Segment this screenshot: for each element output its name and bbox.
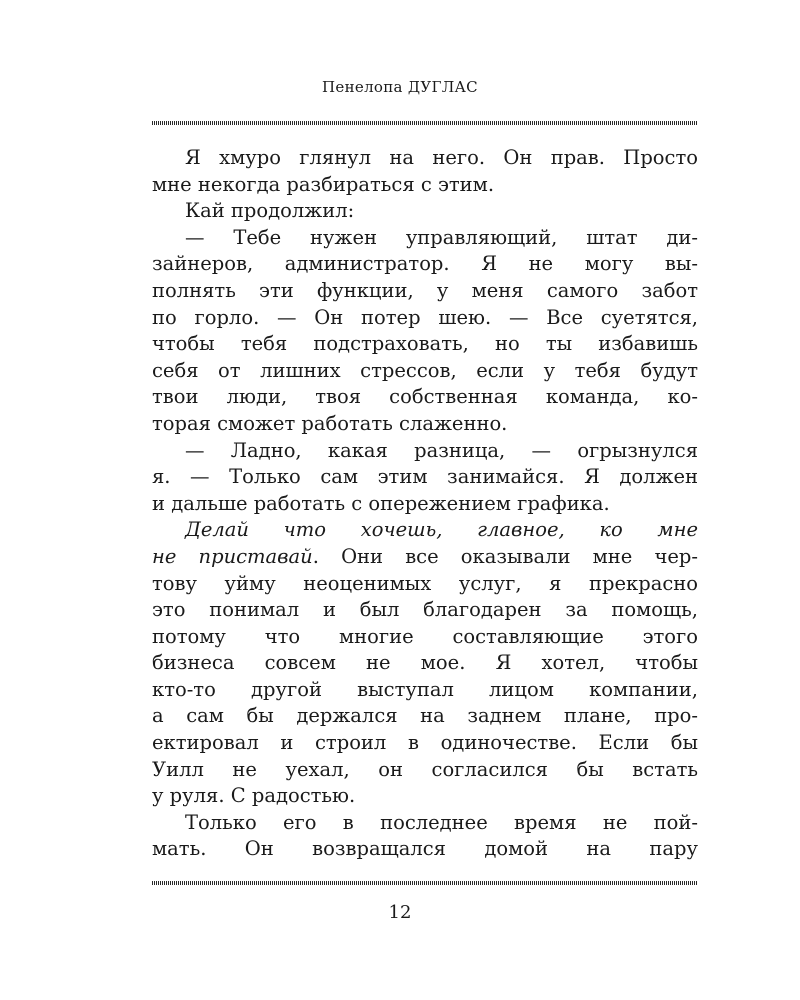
text-line: торая сможет работать слаженно. — [152, 411, 508, 435]
header-rule — [152, 121, 698, 125]
text-line: бизнеса совсем не мое. Я хотел, чтобы — [152, 651, 698, 675]
running-head: Пенелопа ДУГЛАС — [322, 78, 478, 96]
lines-after — [152, 571, 698, 864]
text-line: — Тебе нужен управляющий, штат ди- — [185, 225, 698, 249]
text-line: кто-то другой выступал лицом компании, — [152, 677, 698, 701]
italic-text: не приставай — [152, 544, 313, 568]
text-fragment: . Они все оказывали мне чер- — [312, 544, 698, 568]
italic-text: Делай что хочешь, главное, ко мне — [185, 518, 698, 542]
text-line: полнять эти функции, у меня самого забот — [152, 278, 698, 302]
lines-before — [152, 145, 698, 517]
text-line: и дальше работать с опережением графика. — [152, 491, 610, 515]
text-line: у руля. С радостью. — [152, 784, 356, 808]
text-line: твои люди, твоя собственная команда, ко- — [152, 385, 698, 409]
text-line: а сам бы держался на заднем плане, про- — [152, 704, 698, 728]
text-line: — Ладно, какая разница, — огрызнулся — [185, 438, 698, 462]
text-line — [152, 517, 698, 544]
text-line: Уилл не уехал, он согласился бы встать — [152, 757, 698, 781]
footer-rule — [152, 881, 698, 885]
text-line: чтобы тебя подстраховать, но ты избавишь — [152, 332, 698, 356]
text-line: тову уйму неоценимых услуг, я прекрасно — [152, 571, 698, 595]
text-line: Только его в последнее время не пой- — [185, 810, 698, 834]
text-line: мне некогда разбираться с этим. — [152, 172, 495, 196]
text-line: я. — Только сам этим занимайся. Я должен — [152, 465, 698, 489]
text-line: Я хмуро глянул на него. Он прав. Просто — [185, 146, 698, 169]
text-line: себя от лишних стрессов, если у тебя будут — [152, 358, 698, 382]
text-line: ектировал и строил в одиночестве. Если бы — [152, 731, 698, 755]
text-line: Кай продолжил: — [185, 199, 355, 223]
body-text — [152, 145, 698, 863]
page-number: 12 — [388, 902, 412, 923]
text-line: это понимал и был благодарен за помощь, — [152, 598, 698, 622]
text-line: мать. Он возвращался домой на пару — [152, 837, 698, 861]
text-line: потому что многие составляющие этого — [152, 624, 698, 648]
text-line: зайнеров, администратор. Я не могу вы- — [152, 252, 698, 276]
text-line — [152, 544, 698, 571]
text-line: по горло. — Он потер шею. — Все суетятся, — [152, 305, 698, 329]
